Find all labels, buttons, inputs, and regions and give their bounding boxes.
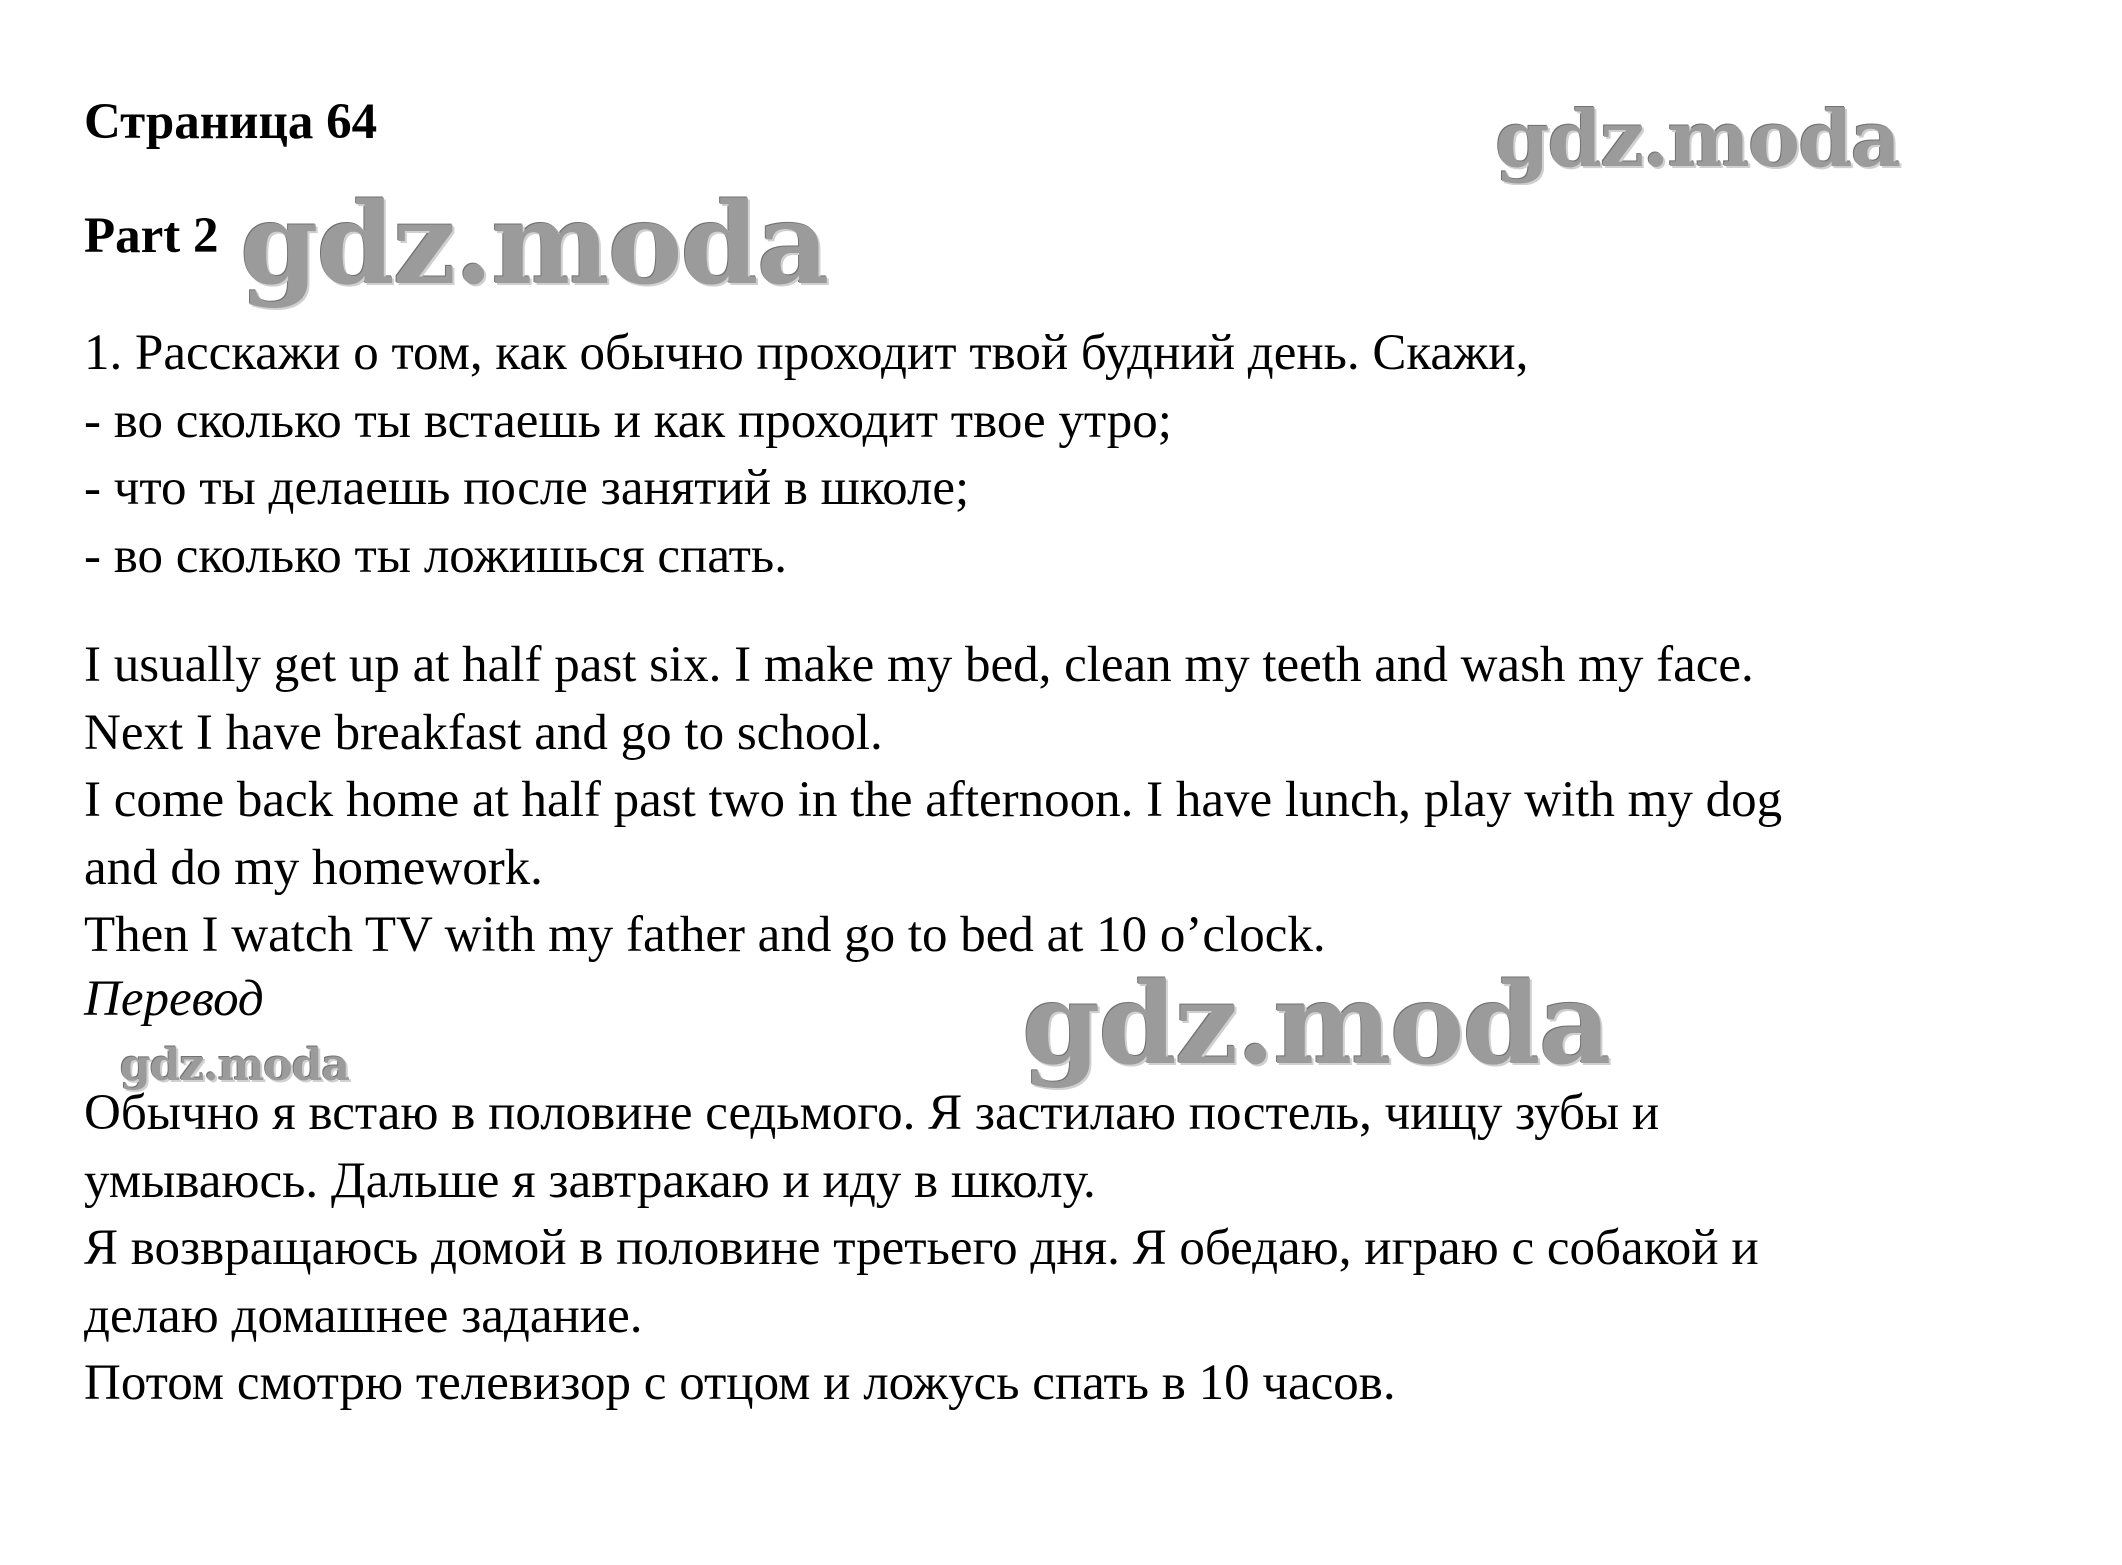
page-number-heading: Страница 64 (84, 94, 378, 150)
watermark: gdz.moda (240, 179, 828, 310)
answer-text (84, 632, 2094, 970)
task-line: - во сколько ты встаешь и как проходит твое утро; (84, 392, 1172, 449)
answer-line: and do my homework. (84, 839, 543, 896)
translation-line: Я возвращаюсь домой в половине третьего дня. Я обедаю, играю с собакой и (84, 1220, 1759, 1276)
answer-line: Next I have breakfast and go to school. (84, 704, 883, 761)
translation-line: Обычно я встаю в половине седьмого. Я застилаю постель, чищу зубы и (84, 1085, 1660, 1141)
answer-line: Then I watch TV with my father and go to bed at 10 o’clock. (84, 907, 1326, 963)
translation-label: Перевод (84, 971, 264, 1027)
translation-line: Потом смотрю телевизор с отцом и ложусь спать в 10 часов. (84, 1355, 1396, 1411)
task-line: 1. Расскажи о том, как обычно проходит твой будний день. Скажи, (84, 325, 1529, 381)
watermark: gdz.moda (1495, 94, 1900, 185)
translation-line: умываюсь. Дальше я завтракаю и иду в школу. (84, 1152, 1096, 1209)
translation-line: делаю домашнее задание. (84, 1287, 643, 1344)
task-text (84, 320, 2094, 590)
watermark: gdz.moda (1022, 959, 1610, 1090)
answer-line: I come back home at half past two in the afternoon. I have lunch, play with my dog (84, 772, 1783, 828)
watermark: gdz.moda (120, 1040, 350, 1091)
task-line: - что ты делаешь после занятий в школе; (84, 460, 970, 516)
task-line: - во сколько ты ложишься спать. (84, 527, 787, 584)
translation-text (84, 1080, 2094, 1418)
answer-line: I usually get up at half past six. I make my bed, clean my teeth and wash my face. (84, 637, 1754, 693)
part-heading: Part 2 (84, 208, 219, 264)
